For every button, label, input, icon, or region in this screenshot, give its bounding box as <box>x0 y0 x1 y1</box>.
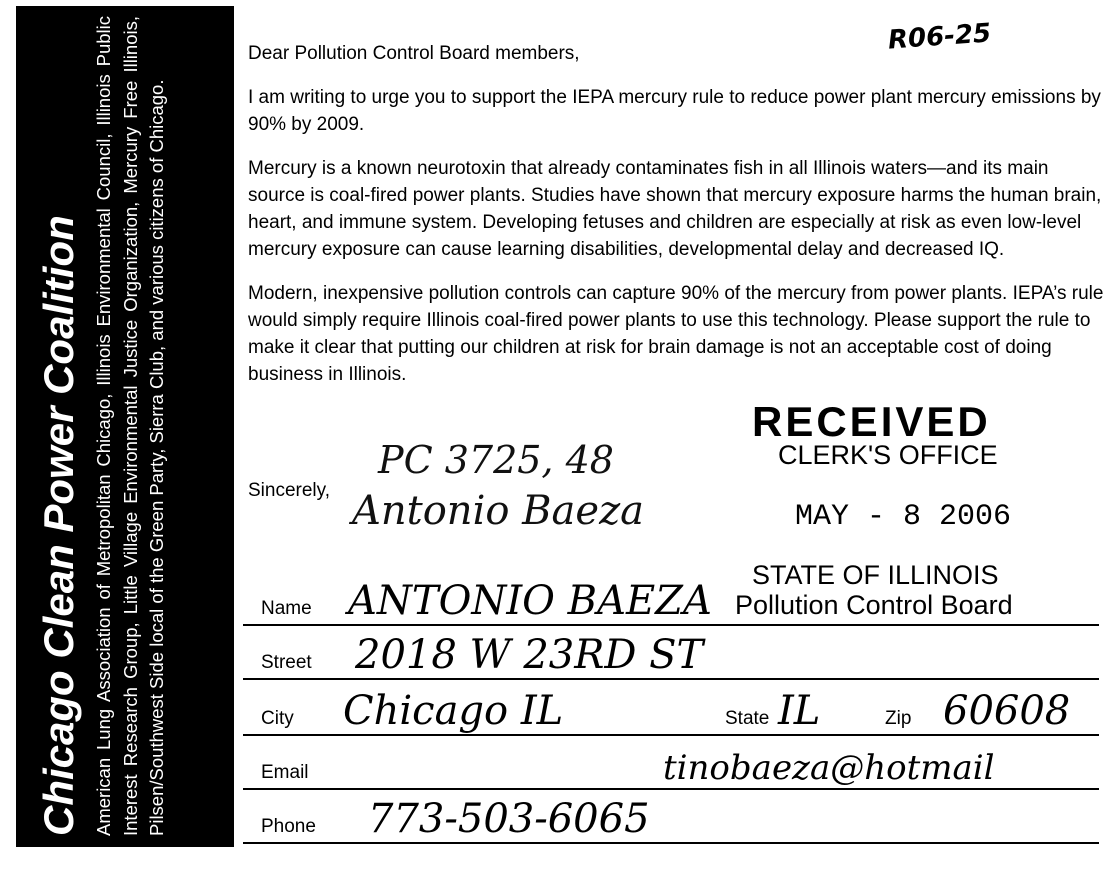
street-label: Street <box>261 652 312 673</box>
reference-number: R06-25 <box>887 18 993 56</box>
city-value: Chicago IL <box>343 688 564 734</box>
paragraph-2: Mercury is a known neurotoxin that already contaminates fish in all Illinois waters—and its main source is coal-fired power plants. Studies have shown that mercury exposure harms the human brain, heart, and immune system. Developing fetuses and children are especially at risk as even low-level mercury exposure can cause learning disabilities, developmental delay and decreased IQ. <box>248 158 1102 260</box>
zip-value: 60608 <box>943 688 1071 734</box>
state-value: IL <box>778 688 821 734</box>
coalition-members: American Lung Association of Metropolitan Chicago, Illinois Environmental Council, Illinois Public Interest Research Group, Little Village Environmental Justice Organization, Mercury Free Illinois, Pilsen/Southwest Side local of the Green Party, Sierra Club, and various citizens of Chicago. <box>93 16 167 836</box>
state-label: State <box>725 708 770 729</box>
stamp-board: Pollution Control Board <box>735 590 1013 620</box>
salutation: Dear Pollution Control Board members, <box>248 43 580 64</box>
name-row <box>243 572 1099 626</box>
street-value: 2018 W 23RD ST <box>355 632 704 678</box>
phone-row <box>243 790 1099 844</box>
phone-label: Phone <box>261 816 316 837</box>
stamp-clerks-office: CLERK'S OFFICE <box>778 440 998 470</box>
name-label: Name <box>261 598 312 619</box>
sidebar-rotated-text <box>25 16 225 836</box>
email-row <box>243 736 1099 790</box>
letter-body <box>248 40 1108 405</box>
stamp-date: MAY - 8 2006 <box>795 500 1012 534</box>
coalition-sidebar <box>16 6 234 847</box>
closing: Sincerely, <box>248 480 331 501</box>
paragraph-3: Modern, inexpensive pollution controls can capture 90% of the mercury from power plants. IEPA’s rule would simply require Illinois coal-fired power plants to use this technology. Please support the rule to make it clear that putting our children at risk for brain damage is not an acceptable cost of doing business in Illinois. <box>248 283 1104 385</box>
email-value: tinobaeza@hotmail <box>663 748 995 788</box>
stamp-state: STATE OF ILLINOIS <box>752 560 999 590</box>
street-row <box>243 626 1099 680</box>
phone-value: 773-503-6065 <box>368 796 650 842</box>
city-label: City <box>261 708 294 729</box>
handwritten-pc-number: PC 3725, 48 <box>378 438 614 482</box>
name-value: ANTONIO BAEZA <box>348 578 712 624</box>
city-row <box>243 682 1099 736</box>
coalition-title: Chicago Clean Power Coalition <box>35 215 82 836</box>
email-label: Email <box>261 762 309 783</box>
stamp-received: RECEIVED <box>752 398 991 445</box>
zip-label: Zip <box>885 708 912 729</box>
signature: Antonio Baeza <box>352 488 644 534</box>
paragraph-1: I am writing to urge you to support the IEPA mercury rule to reduce power plant mercury emissions by 90% by 2009. <box>248 87 1101 135</box>
